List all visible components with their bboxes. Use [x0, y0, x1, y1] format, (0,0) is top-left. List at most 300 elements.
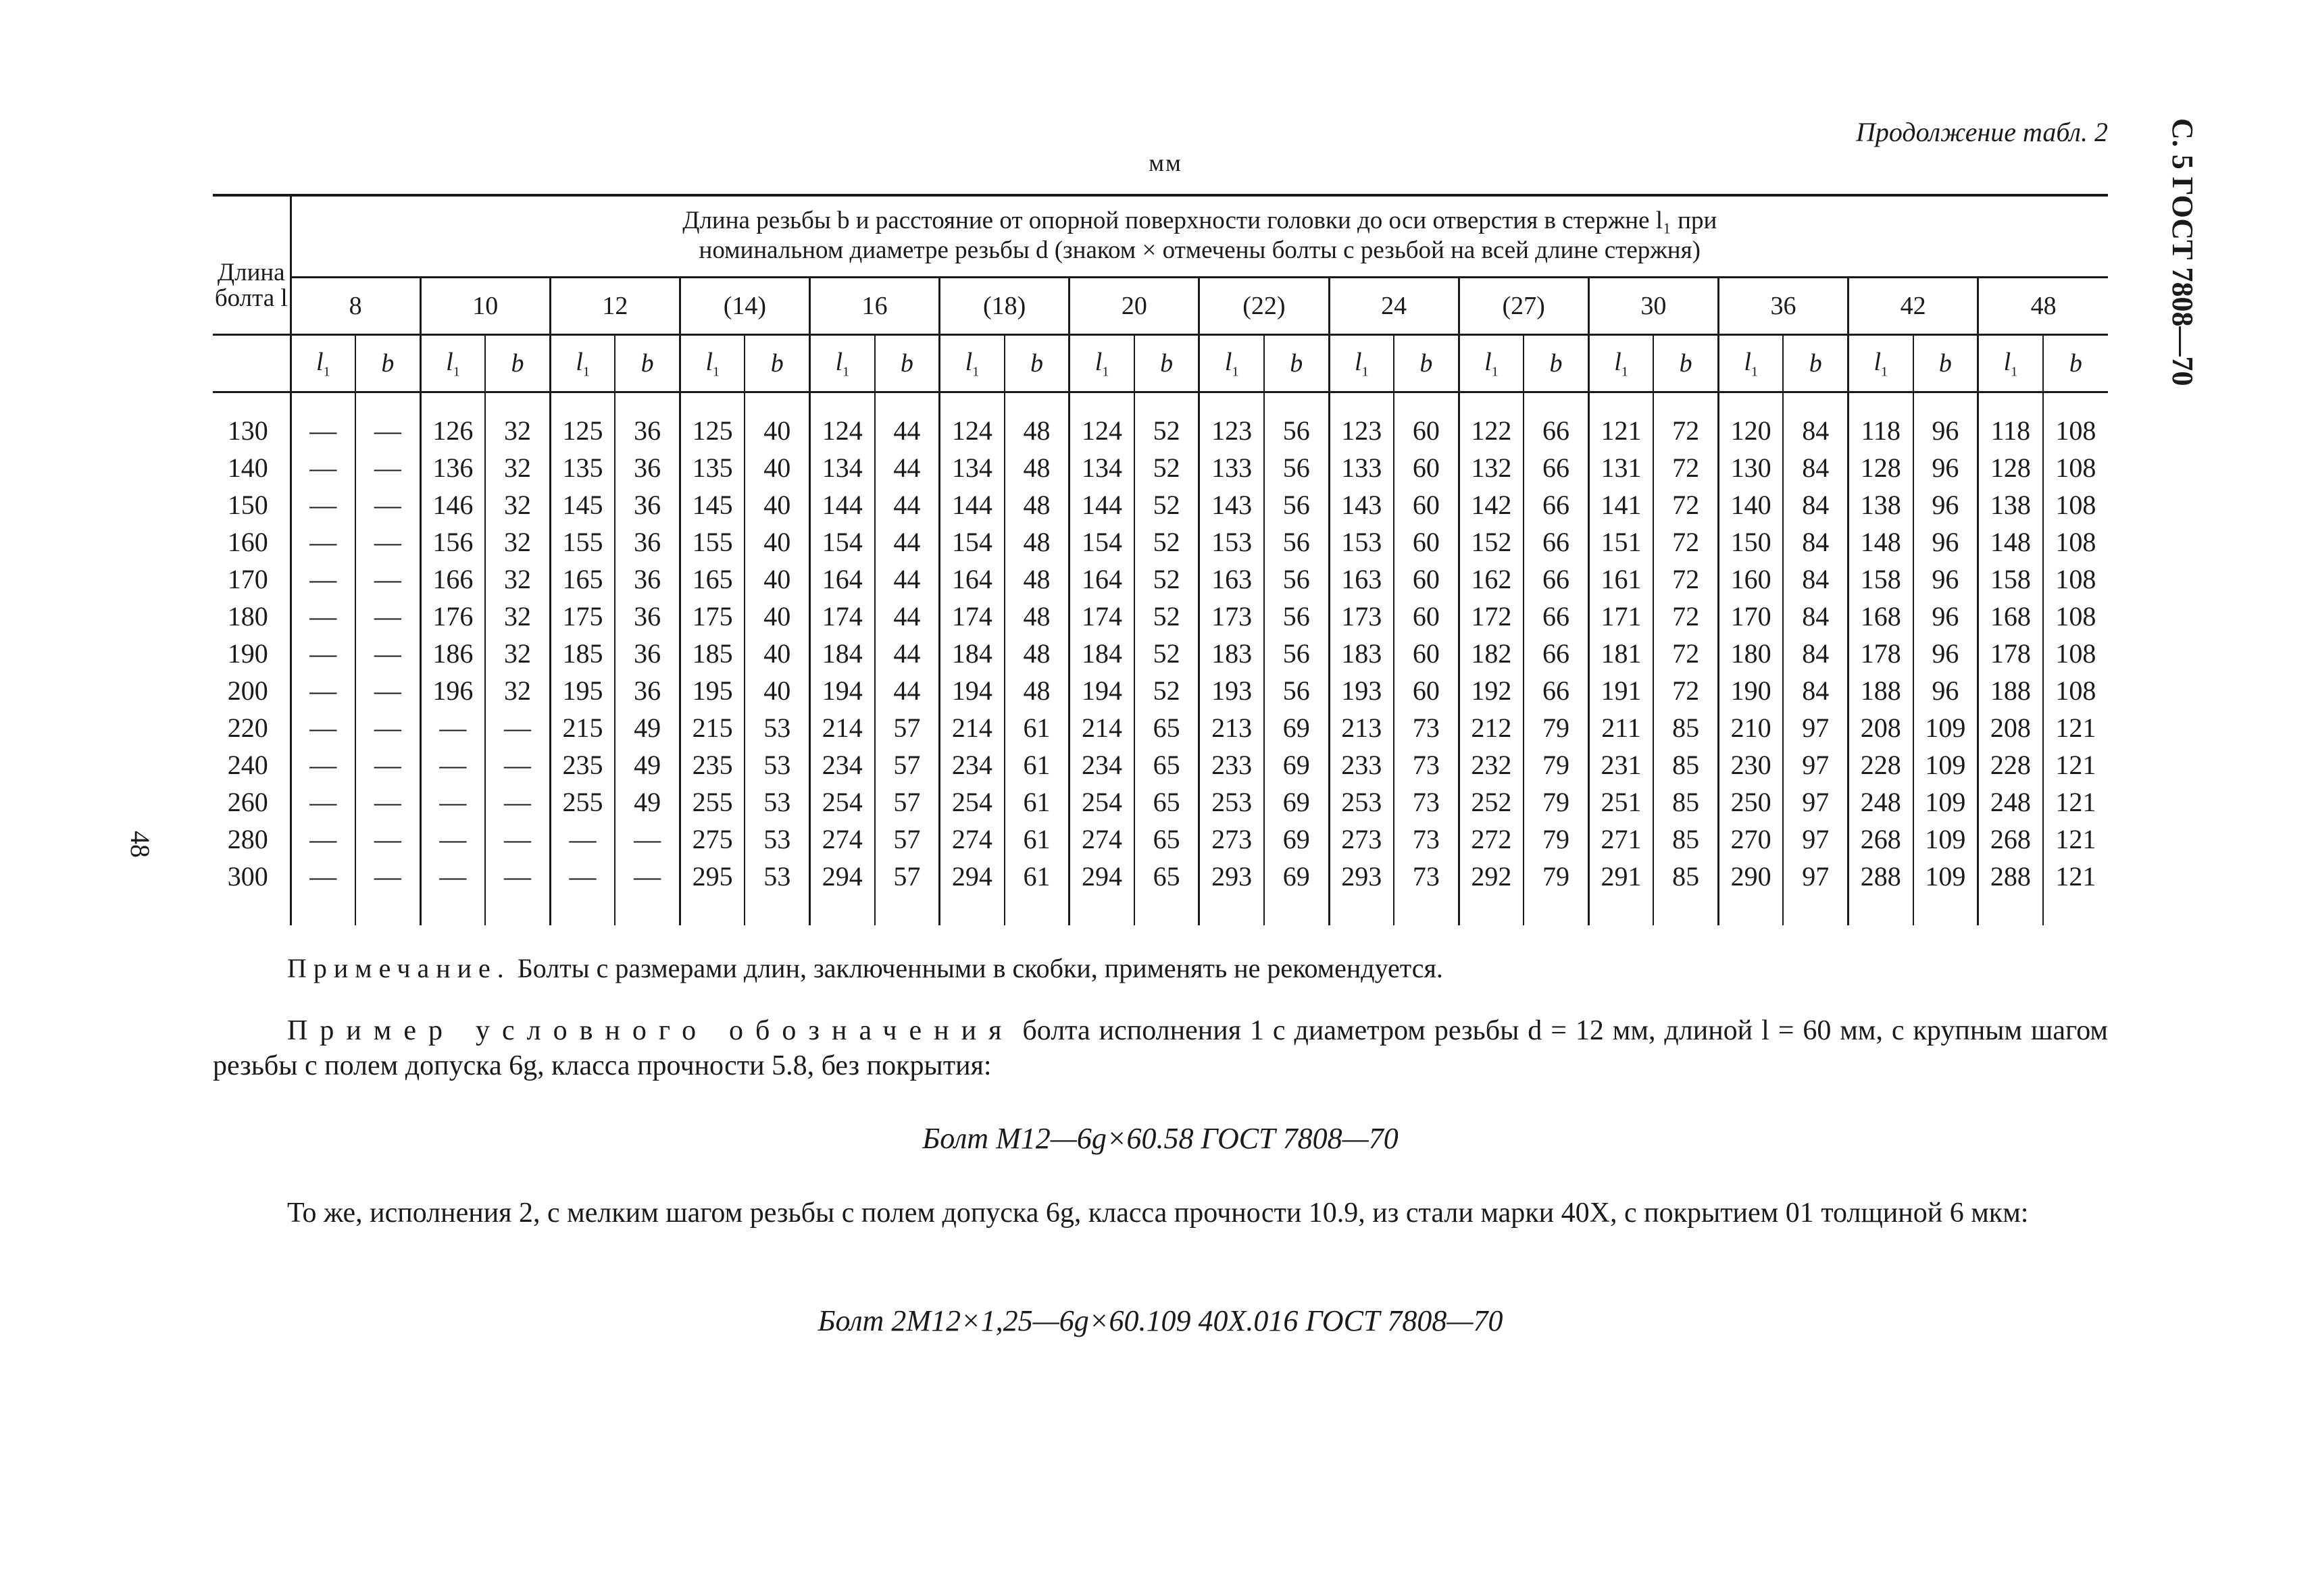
table-row [213, 821, 2108, 858]
b-value-cell: 69 [1264, 783, 1329, 821]
b-value-cell: 72 [1653, 412, 1718, 449]
b-value-cell: 48 [1005, 412, 1070, 449]
b-value-cell: 108 [2043, 486, 2108, 523]
bolt-dimensions-table [213, 194, 2108, 925]
l1-value-cell: — [291, 635, 355, 672]
l1-value-cell: 273 [1329, 821, 1394, 858]
l1-subheader [1459, 335, 1524, 392]
b-value-cell: 44 [875, 672, 940, 709]
l1-subheader [1070, 335, 1134, 392]
l1-value-cell: 154 [1070, 523, 1134, 561]
b-subheader: b [615, 335, 680, 392]
l1-value-cell: 171 [1588, 598, 1653, 635]
l1-value-cell: 180 [1718, 635, 1783, 672]
diameter-header: 42 [1848, 278, 1978, 335]
l1-value-cell: 194 [810, 672, 875, 709]
b-value-cell: 49 [615, 709, 680, 746]
l1-value-cell: 176 [420, 598, 485, 635]
b-value-cell: 85 [1653, 709, 1718, 746]
l1-value-cell: 213 [1329, 709, 1394, 746]
l1-value-cell: 196 [420, 672, 485, 709]
b-value-cell: 72 [1653, 561, 1718, 598]
b-value-cell: 44 [875, 412, 940, 449]
b-value-cell: 69 [1264, 821, 1329, 858]
l1-value-cell: 230 [1718, 746, 1783, 783]
designation-formula-1: Болт М12—6g×60.58 ГОСТ 7808—70 [922, 1122, 1399, 1155]
l1-value-cell: 293 [1199, 858, 1264, 895]
b-value-cell: 60 [1394, 412, 1459, 449]
b-value-cell: 44 [875, 635, 940, 672]
b-value-cell: 96 [1913, 635, 1978, 672]
l1-value-cell: 136 [420, 449, 485, 486]
l1-value-cell: — [420, 709, 485, 746]
b-value-cell: 40 [745, 561, 809, 598]
table-row [213, 412, 2108, 449]
l1-index: 1 [1232, 364, 1239, 380]
l1-value-cell: 118 [1978, 412, 2043, 449]
b-value-cell: 97 [1783, 709, 1848, 746]
diameter-header: 8 [291, 278, 420, 335]
l1-value-cell: 153 [1199, 523, 1264, 561]
table-row [213, 672, 2108, 709]
l1-value-cell: 275 [680, 821, 745, 858]
diameter-header: 12 [550, 278, 680, 335]
b-value-cell: 40 [745, 598, 809, 635]
b-value-cell: 109 [1913, 709, 1978, 746]
l1-subheader [1848, 335, 1913, 392]
bolt-length-cell: 180 [227, 601, 268, 632]
l1-value-cell: 154 [940, 523, 1005, 561]
l1-value-cell: 184 [1070, 635, 1134, 672]
b-value-cell: — [485, 783, 550, 821]
b-value-cell: 96 [1913, 523, 1978, 561]
l1-value-cell: 188 [1978, 672, 2043, 709]
b-value-cell: 53 [745, 709, 809, 746]
bolt-length-cell: 280 [227, 824, 268, 854]
l1-value-cell: 174 [1070, 598, 1134, 635]
l1-value-cell: 178 [1848, 635, 1913, 672]
l1-value-cell: 123 [1329, 412, 1394, 449]
b-value-cell: 65 [1134, 783, 1199, 821]
l1-value-cell: 268 [1848, 821, 1913, 858]
l1-value-cell: 191 [1588, 672, 1653, 709]
b-value-cell: 36 [615, 486, 680, 523]
b-value-cell: 56 [1264, 598, 1329, 635]
b-value-cell: — [355, 858, 420, 895]
l1-value-cell: 213 [1199, 709, 1264, 746]
l1-value-cell: 208 [1848, 709, 1913, 746]
b-value-cell: — [355, 561, 420, 598]
l1-value-cell: 124 [940, 412, 1005, 449]
l1-value-cell: 158 [1978, 561, 2043, 598]
l1-value-cell: 210 [1718, 709, 1783, 746]
l1-value-cell: 182 [1459, 635, 1524, 672]
b-value-cell: 32 [485, 561, 550, 598]
l1-value-cell: 178 [1978, 635, 2043, 672]
note-text: Болты с размерами длин, заключенными в скобки, применять не рекомендуется. [510, 953, 1443, 983]
b-subheader: b [1005, 335, 1070, 392]
l1-value-cell: — [291, 486, 355, 523]
b-value-cell: 36 [615, 561, 680, 598]
note-label: Примечание. [287, 953, 511, 983]
l1-value-cell: 193 [1329, 672, 1394, 709]
l1-value-cell: 145 [680, 486, 745, 523]
designation-formula-2: Болт 2М12×1,25—6g×60.109 40Х.016 ГОСТ 7808—70 [818, 1304, 1503, 1337]
b-value-cell: 84 [1783, 598, 1848, 635]
b-value-cell: 65 [1134, 746, 1199, 783]
l1-value-cell: 118 [1848, 412, 1913, 449]
l1-value-cell: 126 [420, 412, 485, 449]
l1-value-cell: 138 [1978, 486, 2043, 523]
l1-index: 1 [1361, 364, 1369, 380]
l1-value-cell: 165 [680, 561, 745, 598]
l1-value-cell: 144 [1070, 486, 1134, 523]
l1-value-cell: 272 [1459, 821, 1524, 858]
b-value-cell: 65 [1134, 858, 1199, 895]
page-number: 48 [125, 831, 155, 858]
l1-value-cell: 142 [1459, 486, 1524, 523]
b-value-cell: 84 [1783, 449, 1848, 486]
b-value-cell: 85 [1653, 858, 1718, 895]
l1-value-cell: 208 [1978, 709, 2043, 746]
span-header-line1: Длина резьбы b и расстояние от опорной поверхности головки до оси отверстия в стержне l₁ при [682, 207, 1717, 234]
table-row [213, 561, 2108, 598]
b-value-cell: 57 [875, 858, 940, 895]
b-value-cell: 85 [1653, 746, 1718, 783]
b-value-cell: — [355, 672, 420, 709]
l1-value-cell: 185 [680, 635, 745, 672]
b-value-cell: 96 [1913, 412, 1978, 449]
l1-value-cell: 228 [1848, 746, 1913, 783]
l1-value-cell: 183 [1329, 635, 1394, 672]
diameter-header: 30 [1588, 278, 1718, 335]
b-value-cell: 66 [1524, 561, 1588, 598]
example-label: Пример условного обозначения [287, 1015, 1014, 1046]
l1-value-cell: 134 [1070, 449, 1134, 486]
b-value-cell: — [355, 486, 420, 523]
l1-value-cell: — [550, 821, 615, 858]
b-value-cell: 60 [1394, 598, 1459, 635]
l1-value-cell: 165 [550, 561, 615, 598]
l1-value-cell: 294 [1070, 858, 1134, 895]
length-column-header: Длина болта l [213, 195, 291, 335]
bolt-length-cell: 170 [227, 564, 268, 594]
l1-symbol: l [446, 347, 453, 376]
l1-value-cell: 291 [1588, 858, 1653, 895]
b-value-cell: 53 [745, 746, 809, 783]
b-value-cell: 60 [1394, 635, 1459, 672]
b-value-cell: 121 [2043, 858, 2108, 895]
b-value-cell: 53 [745, 821, 809, 858]
l1-value-cell: — [420, 858, 485, 895]
l1-subheader [420, 335, 485, 392]
b-value-cell: — [355, 449, 420, 486]
b-value-cell: 44 [875, 598, 940, 635]
b-value-cell: 48 [1005, 449, 1070, 486]
b-value-cell: 121 [2043, 821, 2108, 858]
b-value-cell: 56 [1264, 635, 1329, 672]
l1-value-cell: 164 [810, 561, 875, 598]
b-value-cell: 53 [745, 858, 809, 895]
b-value-cell: 48 [1005, 635, 1070, 672]
b-value-cell: 109 [1913, 746, 1978, 783]
b-value-cell: 72 [1653, 635, 1718, 672]
b-value-cell: 57 [875, 746, 940, 783]
b-value-cell: 66 [1524, 635, 1588, 672]
b-value-cell: 85 [1653, 821, 1718, 858]
b-subheader: b [1394, 335, 1459, 392]
l1-value-cell: 174 [940, 598, 1005, 635]
l1-index: 1 [1751, 364, 1758, 380]
l1-value-cell: 148 [1978, 523, 2043, 561]
l1-index: 1 [1102, 364, 1109, 380]
b-value-cell: 52 [1134, 486, 1199, 523]
l1-value-cell: 148 [1848, 523, 1913, 561]
table-row [213, 783, 2108, 821]
b-value-cell: — [615, 858, 680, 895]
b-value-cell: 49 [615, 746, 680, 783]
bolt-length-cell: 190 [227, 638, 268, 669]
l1-value-cell: 164 [1070, 561, 1134, 598]
l1-value-cell: 193 [1199, 672, 1264, 709]
l1-symbol: l [1355, 347, 1362, 376]
l1-value-cell: 233 [1199, 746, 1264, 783]
l1-value-cell: 120 [1718, 412, 1783, 449]
l1-value-cell: 294 [810, 858, 875, 895]
b-value-cell: 57 [875, 709, 940, 746]
l1-value-cell: — [291, 672, 355, 709]
b-value-cell: 48 [1005, 561, 1070, 598]
b-value-cell: 61 [1005, 821, 1070, 858]
l1-value-cell: 125 [680, 412, 745, 449]
l1-subheader [940, 335, 1005, 392]
b-value-cell: 36 [615, 635, 680, 672]
b-value-cell: 97 [1783, 783, 1848, 821]
l1-value-cell: 184 [810, 635, 875, 672]
l1-value-cell: 235 [550, 746, 615, 783]
l1-value-cell: 228 [1978, 746, 2043, 783]
b-value-cell: 32 [485, 672, 550, 709]
b-value-cell: — [355, 821, 420, 858]
unit-label: мм [1149, 149, 1182, 176]
bolt-length-cell: 150 [227, 490, 268, 520]
l1-value-cell: 175 [680, 598, 745, 635]
l1-value-cell: 248 [1848, 783, 1913, 821]
b-value-cell: 109 [1913, 821, 1978, 858]
l1-index: 1 [2011, 364, 2018, 380]
b-value-cell: 40 [745, 486, 809, 523]
table-row [213, 486, 2108, 523]
diameter-header: 48 [1978, 278, 2108, 335]
b-value-cell: 52 [1134, 561, 1199, 598]
diameter-header: (27) [1459, 278, 1588, 335]
l1-value-cell: 135 [680, 449, 745, 486]
b-value-cell: 57 [875, 783, 940, 821]
l1-value-cell: 274 [1070, 821, 1134, 858]
l1-value-cell: 173 [1329, 598, 1394, 635]
b-value-cell: 84 [1783, 486, 1848, 523]
bolt-length-cell: 140 [227, 453, 268, 483]
b-value-cell: 32 [485, 449, 550, 486]
b-subheader: b [875, 335, 940, 392]
b-value-cell: 66 [1524, 598, 1588, 635]
b-value-cell: 97 [1783, 858, 1848, 895]
l1-value-cell: — [291, 561, 355, 598]
b-value-cell: 60 [1394, 486, 1459, 523]
continuation-label: Продолжение табл. 2 [1855, 117, 2108, 147]
l1-value-cell: 158 [1848, 561, 1913, 598]
l1-symbol: l [965, 347, 973, 376]
b-value-cell: 44 [875, 486, 940, 523]
l1-value-cell: 252 [1459, 783, 1524, 821]
l1-subheader [1199, 335, 1264, 392]
b-value-cell: 108 [2043, 598, 2108, 635]
b-value-cell: 61 [1005, 858, 1070, 895]
l1-value-cell: — [550, 858, 615, 895]
b-value-cell: 52 [1134, 598, 1199, 635]
l1-value-cell: 211 [1588, 709, 1653, 746]
l1-value-cell: 155 [550, 523, 615, 561]
l1-subheader [291, 335, 355, 392]
l1-value-cell: 125 [550, 412, 615, 449]
bolt-length-cell: 160 [227, 527, 268, 557]
l1-value-cell: 192 [1459, 672, 1524, 709]
l1-index: 1 [323, 364, 330, 380]
l1-value-cell: 163 [1199, 561, 1264, 598]
b-value-cell: 56 [1264, 672, 1329, 709]
l1-value-cell: 162 [1459, 561, 1524, 598]
b-value-cell: 44 [875, 523, 940, 561]
b-value-cell: — [485, 746, 550, 783]
l1-value-cell: 234 [940, 746, 1005, 783]
diameter-header: 10 [420, 278, 550, 335]
l1-value-cell: — [291, 449, 355, 486]
b-value-cell: — [615, 821, 680, 858]
l1-index: 1 [1491, 364, 1499, 380]
b-subheader: b [485, 335, 550, 392]
b-value-cell: 36 [615, 449, 680, 486]
l1-value-cell: 163 [1329, 561, 1394, 598]
diameter-header: (22) [1199, 278, 1329, 335]
b-value-cell: 60 [1394, 449, 1459, 486]
b-value-cell: 60 [1394, 523, 1459, 561]
b-value-cell: 96 [1913, 598, 1978, 635]
l1-value-cell: 146 [420, 486, 485, 523]
b-value-cell: 79 [1524, 858, 1588, 895]
b-value-cell: 40 [745, 672, 809, 709]
b-value-cell: 52 [1134, 635, 1199, 672]
b-value-cell: 56 [1264, 449, 1329, 486]
l1-symbol: l [1614, 347, 1621, 376]
bolt-length-cell: 300 [227, 861, 268, 892]
b-value-cell: 40 [745, 635, 809, 672]
b-value-cell: 52 [1134, 672, 1199, 709]
b-value-cell: — [485, 709, 550, 746]
l1-symbol: l [1095, 347, 1103, 376]
l1-value-cell: 232 [1459, 746, 1524, 783]
b-subheader: b [2043, 335, 2108, 392]
b-value-cell: 84 [1783, 561, 1848, 598]
b-value-cell: 32 [485, 598, 550, 635]
l1-value-cell: 155 [680, 523, 745, 561]
b-value-cell: 96 [1913, 449, 1978, 486]
b-value-cell: 36 [615, 523, 680, 561]
b-value-cell: 73 [1394, 783, 1459, 821]
l1-value-cell: 212 [1459, 709, 1524, 746]
b-value-cell: 96 [1913, 486, 1978, 523]
b-subheader: b [1913, 335, 1978, 392]
b-value-cell: 60 [1394, 561, 1459, 598]
l1-value-cell: — [291, 598, 355, 635]
l1-value-cell: — [291, 523, 355, 561]
l1-value-cell: 128 [1978, 449, 2043, 486]
b-value-cell: 73 [1394, 821, 1459, 858]
l1-value-cell: 181 [1588, 635, 1653, 672]
example-1-text: болта исполнения 1 с диаметром резьбы d = 12 мм, длиной l = 60 мм, с крупным шагом резьбы с полем допуска 6g, класса прочности 5.8, без покрытия: [213, 1015, 2108, 1081]
l1-value-cell: — [291, 858, 355, 895]
b-value-cell: 121 [2043, 709, 2108, 746]
b-value-cell: 84 [1783, 672, 1848, 709]
l1-value-cell: 214 [1070, 709, 1134, 746]
b-value-cell: 72 [1653, 486, 1718, 523]
diameter-header: 36 [1718, 278, 1848, 335]
l1-value-cell: 235 [680, 746, 745, 783]
l1-value-cell: 250 [1718, 783, 1783, 821]
b-value-cell: 85 [1653, 783, 1718, 821]
l1-value-cell: 140 [1718, 486, 1783, 523]
l1-value-cell: 190 [1718, 672, 1783, 709]
b-value-cell: 65 [1134, 821, 1199, 858]
l1-value-cell: 194 [1070, 672, 1134, 709]
l1-subheader [1588, 335, 1653, 392]
l1-value-cell: 133 [1329, 449, 1394, 486]
l1-index: 1 [712, 364, 720, 380]
b-value-cell: 61 [1005, 746, 1070, 783]
l1-value-cell: 161 [1588, 561, 1653, 598]
l1-symbol: l [1873, 347, 1882, 376]
l1-index: 1 [842, 364, 850, 380]
b-value-cell: 56 [1264, 561, 1329, 598]
b-value-cell: 56 [1264, 412, 1329, 449]
l1-value-cell: — [420, 746, 485, 783]
b-value-cell: 108 [2043, 635, 2108, 672]
thread-span-header [291, 195, 2108, 278]
l1-value-cell: 172 [1459, 598, 1524, 635]
b-value-cell: 66 [1524, 449, 1588, 486]
b-subheader: b [745, 335, 809, 392]
l1-value-cell: 186 [420, 635, 485, 672]
l1-value-cell: 274 [940, 821, 1005, 858]
l1-subheader [1978, 335, 2043, 392]
l1-symbol: l [2003, 347, 2011, 376]
b-value-cell: 48 [1005, 598, 1070, 635]
l1-value-cell: 130 [1718, 449, 1783, 486]
l1-value-cell: 144 [810, 486, 875, 523]
b-value-cell: 84 [1783, 412, 1848, 449]
l1-value-cell: 124 [810, 412, 875, 449]
b-value-cell: 69 [1264, 709, 1329, 746]
b-subheader: b [355, 335, 420, 392]
b-value-cell: 121 [2043, 746, 2108, 783]
l1-value-cell: 145 [550, 486, 615, 523]
b-value-cell: 48 [1005, 672, 1070, 709]
b-value-cell: 97 [1783, 746, 1848, 783]
diameter-header: 16 [810, 278, 940, 335]
l1-value-cell: 156 [420, 523, 485, 561]
l1-value-cell: 170 [1718, 598, 1783, 635]
b-value-cell: 40 [745, 523, 809, 561]
b-value-cell: 96 [1913, 561, 1978, 598]
